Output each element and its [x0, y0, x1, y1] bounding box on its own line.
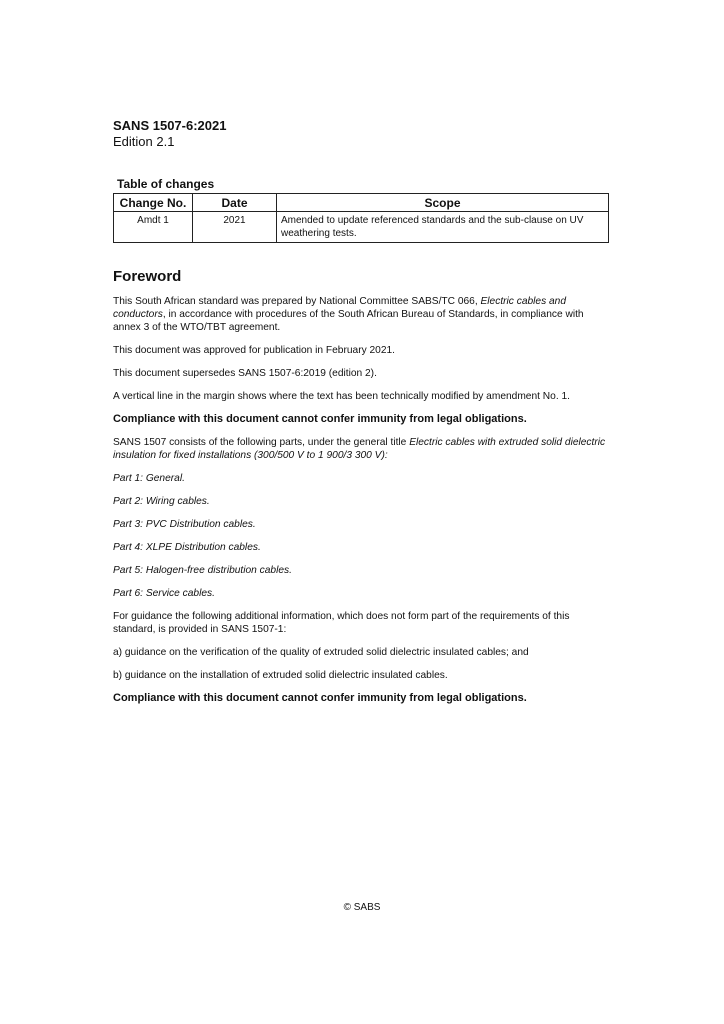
compliance-statement: Compliance with this document cannot confer immunity from legal obligations. [113, 692, 527, 704]
text-run-italic: Electric cables and conductors [113, 296, 567, 320]
cell-date: 2021 [193, 212, 277, 243]
part-item: Part 2: Wiring cables. [113, 496, 210, 507]
header-scope: Scope [277, 194, 609, 212]
table-row [114, 212, 609, 243]
part-item: Part 5: Halogen-free distribution cables. [113, 565, 292, 576]
changes-table [113, 193, 609, 243]
text-run-italic: Electric cables with extruded solid dielectric insulation for fixed installations (300/500 V to 1 900/3 300 V): [113, 437, 606, 461]
paragraph-supersedes: This document supersedes SANS 1507-6:2019 (edition 2). [113, 368, 377, 379]
part-item: Part 6: Service cables. [113, 588, 215, 599]
footer-copyright: © SABS [343, 902, 381, 913]
changes-table-title: Table of changes [117, 177, 215, 191]
foreword-heading: Foreword [113, 268, 182, 285]
text-run: , in accordance with procedures of the South African Bureau of Standards, in compliance with annex 3 of the WTO/TBT agreement. [113, 309, 584, 333]
part-item: Part 4: XLPE Distribution cables. [113, 542, 261, 553]
cell-change-no: Amdt 1 [114, 212, 193, 243]
cell-scope: Amended to update referenced standards and the sub-clause on UV weathering tests. [277, 212, 609, 243]
header-date: Date [193, 194, 277, 212]
edition-label: Edition 2.1 [113, 134, 175, 149]
table-header-row [114, 194, 609, 212]
part-item: Part 1: General. [113, 473, 185, 484]
compliance-statement: Compliance with this document cannot confer immunity from legal obligations. [113, 413, 527, 425]
list-item: a) guidance on the verification of the quality of extruded solid dielectric insulated cables; and [113, 647, 529, 658]
header-change-no: Change No. [114, 194, 193, 212]
paragraph-amendment-note: A vertical line in the margin shows where the text has been technically modified by amendment No. 1. [113, 391, 570, 402]
paragraph-guidance: For guidance the following additional information, which does not form part of the requirements of this standard, is provided in SANS 1507-1: [113, 611, 570, 635]
paragraph-committee [113, 295, 611, 334]
document-id: SANS 1507-6:2021 [113, 118, 227, 133]
foreword-body [113, 295, 611, 715]
text-run: SANS 1507 consists of the following parts, under the general title [113, 437, 410, 448]
paragraph-parts-intro [113, 436, 611, 462]
list-item: b) guidance on the installation of extruded solid dielectric insulated cables. [113, 670, 448, 681]
text-run: This South African standard was prepared by National Committee SABS/TC 066, [113, 296, 481, 307]
part-item: Part 3: PVC Distribution cables. [113, 519, 256, 530]
paragraph-approval: This document was approved for publication in February 2021. [113, 345, 396, 356]
